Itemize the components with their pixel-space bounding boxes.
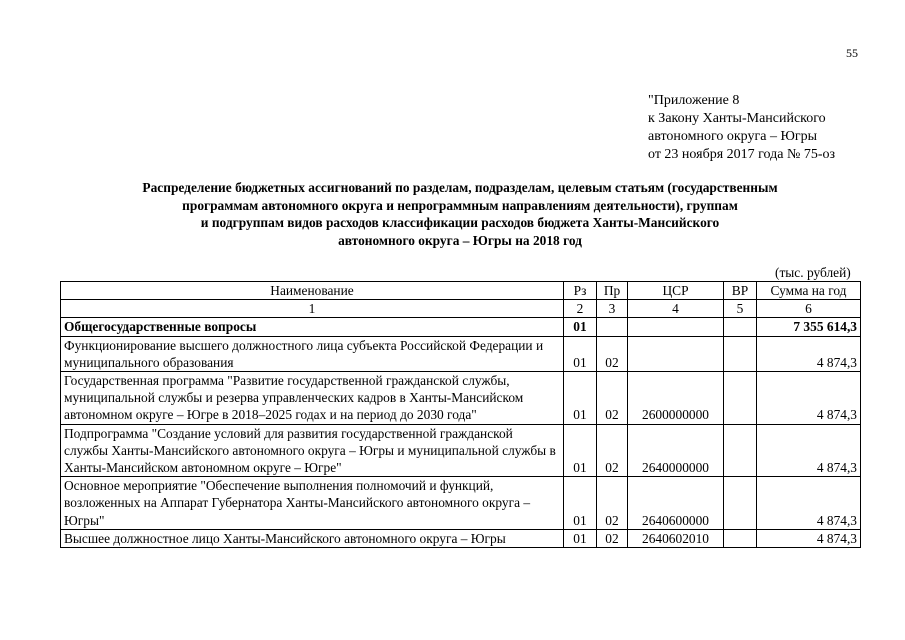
cell-rz: 01 (564, 318, 597, 336)
cell-name: Основное мероприятие "Обеспечение выполнения полномочий и функций, возложенных на Аппарат Губернатора Ханты-Мансийского автономного округа – Югры" (61, 477, 564, 530)
cell-csr (628, 336, 724, 371)
column-number: 6 (757, 300, 861, 318)
cell-sum: 4 874,3 (757, 424, 861, 477)
cell-sum: 4 874,3 (757, 336, 861, 371)
cell-csr (628, 318, 724, 336)
column-number: 1 (61, 300, 564, 318)
cell-sum: 4 874,3 (757, 529, 861, 547)
cell-pr: 02 (597, 477, 628, 530)
appendix-header (648, 92, 835, 164)
cell-name: Высшее должностное лицо Ханты-Мансийского автономного округа – Югры (61, 529, 564, 547)
cell-csr: 2640600000 (628, 477, 724, 530)
cell-csr: 2640000000 (628, 424, 724, 477)
units-label: (тыс. рублей) (775, 265, 851, 280)
header-pr: Пр (597, 282, 628, 300)
cell-name: Функционирование высшего должностного лица субъекта Российской Федерации и муниципального образования (61, 336, 564, 371)
cell-vr (724, 318, 757, 336)
cell-pr: 02 (597, 529, 628, 547)
cell-vr (724, 529, 757, 547)
cell-name: Общегосударственные вопросы (61, 318, 564, 336)
cell-csr: 2640602010 (628, 529, 724, 547)
cell-sum: 4 874,3 (757, 477, 861, 530)
column-number: 5 (724, 300, 757, 318)
header-csr: ЦСР (628, 282, 724, 300)
appendix-line: от 23 ноября 2017 года № 75-оз (648, 147, 836, 162)
cell-name: Государственная программа "Развитие государственной гражданской службы, муниципальной службы и резерва управленческих кадров в Ханты-Мансийском автономном округе – Югре в 2018–2025 годах и на период до 2030 года" (61, 372, 564, 425)
budget-table (60, 281, 861, 548)
column-number-row (61, 300, 861, 318)
cell-sum: 4 874,3 (757, 372, 861, 425)
table-header-row (61, 282, 861, 300)
cell-pr: 02 (597, 424, 628, 477)
cell-sum: 7 355 614,3 (757, 318, 861, 336)
title-line: программам автономного округа и непрограммным направлениям деятельности), группам (182, 197, 738, 213)
cell-pr: 02 (597, 372, 628, 425)
cell-vr (724, 424, 757, 477)
column-number: 2 (564, 300, 597, 318)
cell-rz: 01 (564, 477, 597, 530)
cell-rz: 01 (564, 336, 597, 371)
header-name: Наименование (61, 282, 564, 300)
appendix-line: к Закону Ханты-Мансийского (648, 111, 826, 126)
cell-pr: 02 (597, 336, 628, 371)
header-sum: Сумма на год (757, 282, 861, 300)
title-line: Распределение бюджетных ассигнований по разделам, подразделам, целевым статьям (государственным (142, 180, 778, 195)
cell-rz: 01 (564, 529, 597, 547)
title-line: автономного округа – Югры на 2018 год (338, 232, 582, 248)
appendix-line: автономного округа – Югры (648, 129, 817, 144)
cell-pr (597, 318, 628, 336)
table-row (61, 529, 861, 547)
column-number: 3 (597, 300, 628, 318)
header-vr: ВР (724, 282, 757, 300)
title-line: и подгруппам видов расходов классификации расходов бюджета Ханты-Мансийского (200, 215, 720, 230)
document-title (60, 179, 860, 249)
column-number: 4 (628, 300, 724, 318)
cell-vr (724, 477, 757, 530)
appendix-line: "Приложение 8 (648, 93, 740, 108)
cell-csr: 2600000000 (628, 372, 724, 425)
table-row (61, 477, 861, 530)
header-rz: Рз (564, 282, 597, 300)
cell-rz: 01 (564, 424, 597, 477)
table-row (61, 336, 861, 371)
cell-rz: 01 (564, 372, 597, 425)
cell-vr (724, 372, 757, 425)
table-row (61, 424, 861, 477)
cell-vr (724, 336, 757, 371)
table-row (61, 372, 861, 425)
table-row (61, 318, 861, 336)
cell-name: Подпрограмма "Создание условий для развития государственной гражданской службы Ханты-Мансийского автономного округа – Югры и муниципальной службы в Ханты-Мансийском автономном округе – Югре" (61, 424, 564, 477)
page-number: 55 (846, 46, 858, 60)
